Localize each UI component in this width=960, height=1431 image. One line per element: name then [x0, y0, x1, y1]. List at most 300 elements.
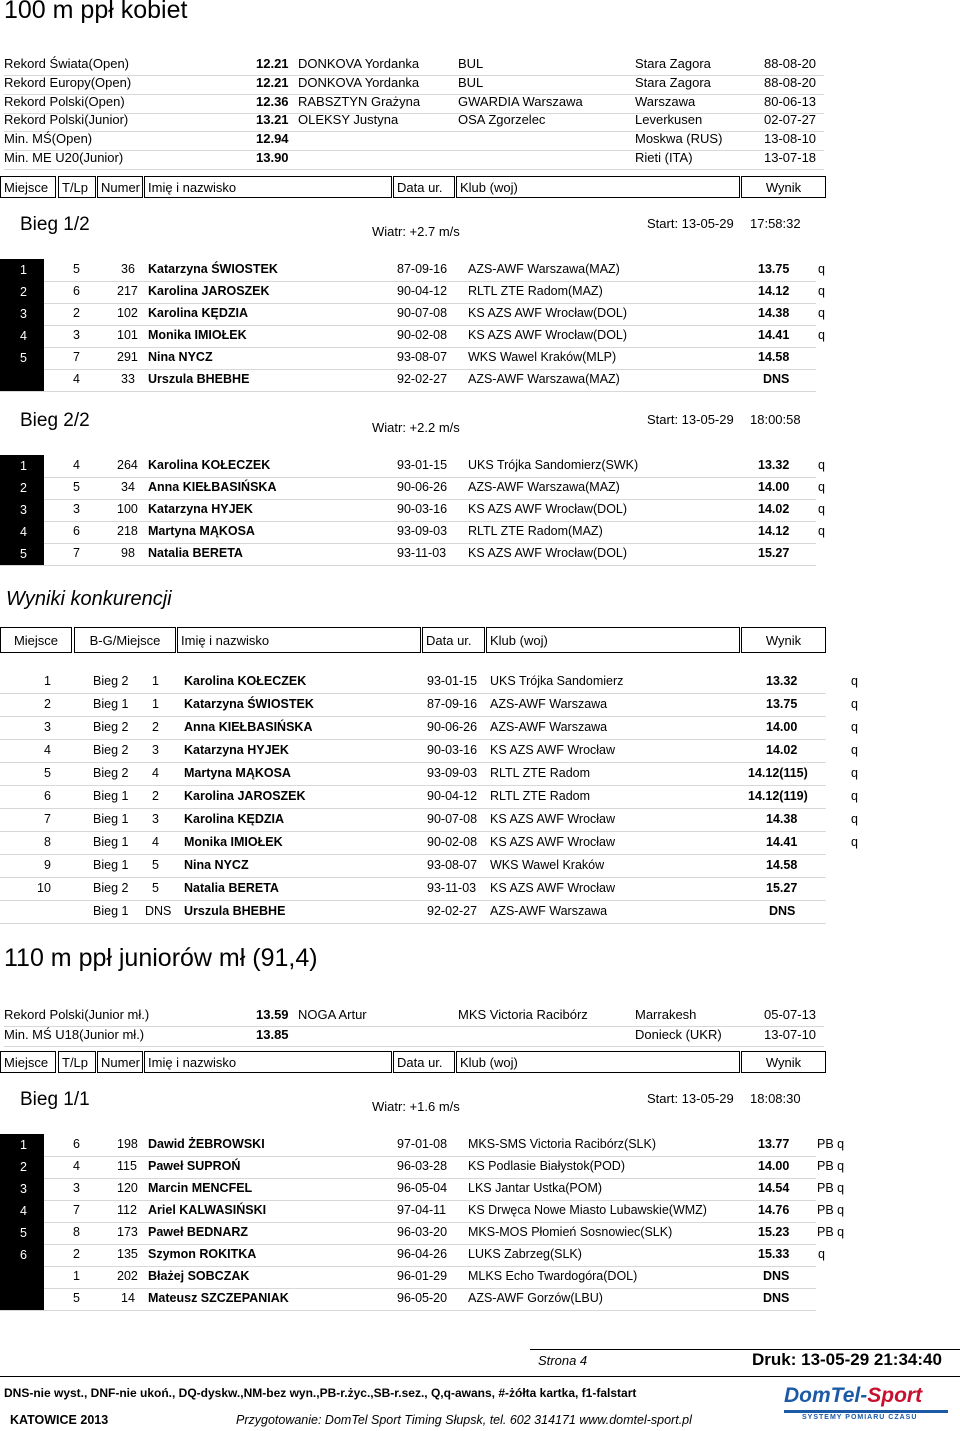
- result-value: 13.77: [758, 1137, 790, 1151]
- result-value: 15.33: [758, 1247, 790, 1261]
- athlete-name: Dawid ŻEBROWSKI: [148, 1137, 265, 1151]
- header-dob: Data ur.: [422, 627, 485, 653]
- logo-sport: Sport: [867, 1384, 923, 1407]
- result-value: 14.12(119): [748, 789, 808, 803]
- ranking-row: [0, 854, 826, 878]
- legend-text: DNS-nie wyst., DNF-nie ukoń., DQ-dyskw.,NM-bez wyn.,PB-r.życ.,SB-r.sez., Q,q-awans, #-żółta kartka, f1-falstart: [4, 1386, 637, 1400]
- qualifier: q: [818, 284, 825, 298]
- qualifier: q: [851, 743, 858, 757]
- place-cell: 6: [0, 1244, 44, 1266]
- heat-label: Bieg 1: [93, 858, 129, 872]
- heat-label: Bieg 2: [93, 881, 129, 895]
- qualifier: q: [851, 674, 858, 688]
- record-holder: NOGA Artur: [298, 1007, 367, 1022]
- club-name: KS AZS AWF Wrocław(DOL): [468, 306, 628, 320]
- record-place: Moskwa (RUS): [635, 131, 723, 147]
- record-row: [4, 94, 824, 114]
- record-date: 80-06-13: [764, 93, 817, 109]
- club-name: UKS Trójka Sandomierz: [490, 674, 624, 688]
- athlete-name: Szymon ROKITKA: [148, 1247, 257, 1261]
- record-club: OSA Zgorzelec: [458, 112, 546, 128]
- result-value: 13.32: [766, 674, 798, 688]
- wind-info: Wiatr: +2.7 m/s: [372, 224, 460, 239]
- club-name: KS Drwęca Nowe Miasto Lubawskie(WMZ): [468, 1203, 707, 1217]
- place-cell: 2: [0, 477, 44, 499]
- qualifier: PB q: [817, 1225, 845, 1239]
- header-club: Klub (woj): [486, 627, 740, 653]
- birth-date: 96-03-20: [397, 1225, 448, 1239]
- result-value: 14.41: [766, 835, 798, 849]
- results-header: [0, 1051, 826, 1077]
- place-cell: 4: [0, 325, 44, 347]
- lane: 1: [73, 1269, 80, 1283]
- record-label: Rekord Polski(Open): [4, 93, 125, 109]
- birth-date: 93-01-15: [427, 674, 478, 688]
- start-date: Start: 13-05-29: [647, 1091, 734, 1106]
- birth-date: 96-03-28: [397, 1159, 448, 1173]
- record-place: Rieti (ITA): [635, 150, 693, 165]
- bib-number: 102: [117, 306, 138, 320]
- qualifier: q: [818, 480, 825, 494]
- birth-date: 97-04-11: [397, 1203, 447, 1217]
- result-row: [0, 1244, 825, 1267]
- record-club: BUL: [458, 74, 484, 90]
- ranking-row: [0, 831, 858, 855]
- record-row: [4, 1007, 824, 1027]
- section-title: Wyniki konkurencji: [6, 588, 172, 610]
- birth-date: 96-04-26: [397, 1247, 448, 1261]
- record-holder: DONKOVA Yordanka: [298, 56, 420, 71]
- result-row: [0, 369, 816, 392]
- result-value: 14.00: [758, 480, 790, 494]
- athlete-name: Katarzyna ŚWIOSTEK: [184, 697, 314, 711]
- place-cell: 4: [0, 521, 44, 543]
- lane: 4: [73, 458, 80, 472]
- athlete-name: Mateusz SZCZEPANIAK: [148, 1291, 289, 1305]
- record-place: Stara Zagora: [635, 56, 711, 71]
- heat-place: 2: [152, 720, 159, 734]
- club-name: KS AZS AWF Wrocław: [490, 812, 616, 826]
- birth-date: 90-06-26: [427, 720, 478, 734]
- bib-number: 198: [117, 1137, 138, 1151]
- club-name: AZS-AWF Warszawa: [490, 904, 608, 918]
- result-value: 15.27: [766, 881, 798, 895]
- bib-number: 101: [117, 328, 138, 342]
- result-value: 14.00: [758, 1159, 790, 1173]
- birth-date: 90-06-26: [397, 480, 448, 494]
- heat-label: Bieg 1: [93, 812, 129, 826]
- qualifier: q: [818, 306, 825, 320]
- record-place: Leverkusen: [635, 112, 703, 128]
- athlete-name: Ariel KALWASIŃSKI: [148, 1203, 267, 1217]
- lane: 8: [73, 1225, 80, 1239]
- heat-label: Bieg 1: [93, 835, 129, 849]
- city-year: KATOWICE 2013: [10, 1413, 109, 1427]
- start-time: 17:58:32: [750, 216, 801, 231]
- header-numer: Numer: [97, 1051, 143, 1073]
- birth-date: 90-07-08: [397, 306, 448, 320]
- rank: 8: [44, 835, 51, 849]
- rank: 4: [44, 743, 51, 757]
- birth-date: 90-02-08: [397, 328, 448, 342]
- page-number: Strona 4: [538, 1353, 588, 1368]
- birth-date: 96-05-04: [397, 1181, 448, 1195]
- birth-date: 90-02-08: [427, 835, 478, 849]
- start-time: 18:08:30: [750, 1091, 801, 1106]
- club-name: MLKS Echo Twardogóra(DOL): [468, 1269, 638, 1283]
- lane: 7: [73, 350, 80, 364]
- bib-number: 112: [117, 1203, 137, 1217]
- club-name: MKS-MOS Płomień Sosnowiec(SLK): [468, 1225, 673, 1239]
- footer-divider: [0, 1376, 960, 1377]
- qualifier: q: [818, 262, 825, 276]
- bib-number: 115: [117, 1159, 137, 1173]
- wind-info: Wiatr: +1.6 m/s: [372, 1099, 460, 1114]
- place-cell: 3: [0, 499, 44, 521]
- athlete-name: Karolina KĘDZIA: [148, 306, 249, 320]
- athlete-name: Karolina KĘDZIA: [184, 812, 285, 826]
- record-date: 13-07-18: [764, 150, 817, 165]
- record-club: GWARDIA Warszawa: [458, 93, 583, 109]
- qualifier: q: [818, 1247, 825, 1261]
- ranking-row: [0, 785, 858, 809]
- athlete-name: Nina NYCZ: [148, 350, 213, 364]
- result-row: [0, 499, 825, 522]
- club-name: AZS-AWF Warszawa(MAZ): [468, 262, 620, 276]
- result-value: 14.41: [758, 328, 790, 342]
- birth-date: 97-01-08: [397, 1137, 448, 1151]
- result-row: [0, 325, 825, 348]
- result-value: 14.58: [766, 858, 798, 872]
- heat-label: Bieg 2: [93, 743, 129, 757]
- rank: 3: [44, 720, 51, 734]
- header-name: Imię i nazwisko: [177, 627, 421, 653]
- heat-place: DNS: [145, 904, 172, 918]
- heat-label: Bieg 2: [93, 766, 129, 780]
- header-result: Wynik: [741, 176, 826, 198]
- result-value: 13.32: [758, 458, 790, 472]
- record-label: Rekord Europy(Open): [4, 74, 132, 90]
- athlete-name: Marcin MENCFEL: [148, 1181, 253, 1195]
- header-heat-place: B-G/Miejsce: [74, 627, 176, 653]
- place-cell: [0, 369, 44, 391]
- heat-label: Bieg 2: [93, 674, 129, 688]
- header-dob: Data ur.: [393, 1051, 455, 1073]
- club-name: KS AZS AWF Wrocław: [490, 835, 616, 849]
- heat-place: 1: [152, 674, 159, 688]
- qualifier: q: [818, 458, 825, 472]
- qualifier: q: [851, 789, 858, 803]
- result-row: [0, 1156, 845, 1179]
- club-name: MKS-SMS Victoria Racibórz(SLK): [468, 1137, 657, 1151]
- result-value: 14.12: [758, 284, 790, 298]
- club-name: KS AZS AWF Wrocław: [490, 743, 616, 757]
- rank: 1: [44, 674, 51, 688]
- result-row: [0, 1200, 845, 1223]
- qualifier: q: [851, 766, 858, 780]
- bib-number: 202: [117, 1269, 138, 1283]
- bib-number: 98: [121, 546, 135, 560]
- record-result: 12.94: [256, 131, 289, 147]
- birth-date: 90-07-08: [427, 812, 478, 826]
- lane: 4: [73, 1159, 80, 1173]
- heat-title: Bieg 1/1: [20, 1089, 90, 1110]
- athlete-name: Anna KIEŁBASIŃSKA: [148, 480, 277, 494]
- qualifier: PB q: [817, 1181, 845, 1195]
- heat-title: Bieg 2/2: [20, 410, 90, 431]
- record-row: [4, 112, 824, 132]
- ranking-row: [0, 739, 858, 763]
- heat-label: Bieg 1: [93, 697, 129, 711]
- rank: 2: [44, 697, 51, 711]
- result-row: [0, 521, 825, 544]
- birth-date: 92-02-27: [427, 904, 478, 918]
- athlete-name: Karolina KOŁECZEK: [148, 458, 271, 472]
- record-holder: RABSZTYN Grażyna: [298, 93, 421, 109]
- result-value: 14.02: [766, 743, 798, 757]
- athlete-name: Monika IMIOŁEK: [148, 328, 247, 342]
- record-result: 13.21: [256, 112, 289, 128]
- club-name: AZS-AWF Warszawa(MAZ): [468, 372, 620, 386]
- result-row: [0, 455, 825, 478]
- result-value: 15.27: [758, 546, 790, 560]
- header-result: Wynik: [741, 627, 826, 653]
- place-cell: 5: [0, 543, 44, 565]
- start-date: Start: 13-05-29: [647, 216, 734, 231]
- record-date: 13-07-10: [764, 1026, 817, 1042]
- lane: 2: [73, 306, 80, 320]
- qualifier: q: [851, 835, 858, 849]
- rank: 9: [44, 858, 51, 872]
- rank: 10: [37, 881, 51, 895]
- event-title: 100 m ppł kobiet: [4, 0, 188, 24]
- result-value: DNS: [763, 372, 790, 386]
- result-row: [0, 281, 825, 304]
- club-name: RLTL ZTE Radom(MAZ): [468, 284, 603, 298]
- header-miejsce: Miejsce: [0, 627, 72, 653]
- place-cell: 5: [0, 1222, 44, 1244]
- birth-date: 90-04-12: [427, 789, 478, 803]
- bib-number: 36: [121, 262, 135, 276]
- bib-number: 135: [117, 1247, 138, 1261]
- logo-main: DomTel-: [784, 1384, 868, 1407]
- record-result: 12.21: [256, 56, 289, 71]
- birth-date: 93-11-03: [397, 546, 447, 560]
- lane: 5: [73, 480, 80, 494]
- header-dob: Data ur.: [393, 176, 455, 198]
- result-value: 15.23: [758, 1225, 790, 1239]
- result-row: [0, 1134, 845, 1157]
- result-row: [0, 477, 825, 500]
- lane: 6: [73, 284, 80, 298]
- athlete-name: Martyna MĄKOSA: [184, 766, 291, 780]
- header-miejsce: Miejsce: [0, 176, 56, 198]
- athlete-name: Błażej SOBCZAK: [148, 1269, 250, 1283]
- place-cell: 5: [0, 347, 44, 369]
- heat-place: 3: [152, 743, 159, 757]
- athlete-name: Martyna MĄKOSA: [148, 524, 255, 538]
- print-timestamp: Druk: 13-05-29 21:34:40: [752, 1350, 942, 1369]
- bib-number: 14: [121, 1291, 135, 1305]
- results-header: [0, 176, 826, 202]
- record-label: Min. ME U20(Junior): [4, 150, 124, 165]
- club-name: RLTL ZTE Radom(MAZ): [468, 524, 603, 538]
- athlete-name: Natalia BERETA: [148, 546, 243, 560]
- birth-date: 96-05-20: [397, 1291, 448, 1305]
- ranking-row: [0, 693, 858, 717]
- lane: 6: [73, 524, 80, 538]
- birth-date: 93-01-15: [397, 458, 448, 472]
- heat-place: 4: [152, 835, 159, 849]
- birth-date: 87-09-16: [397, 262, 448, 276]
- club-name: WKS Wawel Kraków: [490, 858, 605, 872]
- competition-header: [0, 627, 826, 654]
- birth-date: 96-01-29: [397, 1269, 448, 1283]
- result-value: 14.00: [766, 720, 798, 734]
- result-value: DNS: [769, 904, 796, 918]
- header-result: Wynik: [741, 1051, 826, 1073]
- result-row: [0, 303, 825, 326]
- result-value: 14.38: [758, 306, 790, 320]
- lane: 5: [73, 1291, 80, 1305]
- header-club: Klub (woj): [456, 1051, 740, 1073]
- header-name: Imię i nazwisko: [144, 1051, 392, 1073]
- heat-place: 4: [152, 766, 159, 780]
- header-club: Klub (woj): [456, 176, 740, 198]
- wind-info: Wiatr: +2.2 m/s: [372, 420, 460, 435]
- record-label: Min. MŚ U18(Junior mł.): [4, 1026, 145, 1042]
- club-name: AZS-AWF Gorzów(LBU): [468, 1291, 603, 1305]
- birth-date: 90-04-12: [397, 284, 448, 298]
- result-row: [0, 259, 825, 282]
- qualifier: PB q: [817, 1159, 845, 1173]
- result-value: 14.12: [758, 524, 790, 538]
- club-name: KS AZS AWF Wrocław(DOL): [468, 502, 628, 516]
- qualifier: q: [851, 697, 858, 711]
- result-row: [0, 1266, 816, 1289]
- athlete-name: Urszula BHEBHE: [184, 904, 286, 918]
- result-value: 14.38: [766, 812, 798, 826]
- birth-date: 93-09-03: [427, 766, 478, 780]
- athlete-name: Karolina KOŁECZEK: [184, 674, 307, 688]
- record-date: 88-08-20: [764, 74, 817, 90]
- place-cell: 3: [0, 1178, 44, 1200]
- qualifier: PB q: [817, 1203, 845, 1217]
- athlete-name: Katarzyna HYJEK: [184, 743, 289, 757]
- club-name: LKS Jantar Ustka(POM): [468, 1181, 603, 1195]
- rank: 5: [44, 766, 51, 780]
- place-cell: 2: [0, 281, 44, 303]
- ranking-row: [0, 808, 858, 832]
- record-label: Rekord Świata(Open): [4, 56, 129, 71]
- heat-place: 1: [152, 697, 159, 711]
- bib-number: 217: [117, 284, 138, 298]
- bib-number: 34: [121, 480, 135, 494]
- prepared-by: Przygotowanie: DomTel Sport Timing Słupsk, tel. 602 314171 www.domtel-sport.pl: [236, 1413, 692, 1427]
- record-row: [4, 131, 824, 151]
- place-cell: [0, 1288, 44, 1310]
- record-label: Min. MŚ(Open): [4, 131, 93, 147]
- birth-date: 90-03-16: [427, 743, 478, 757]
- club-name: KS AZS AWF Wrocław(DOL): [468, 546, 628, 560]
- place-cell: 3: [0, 303, 44, 325]
- qualifier: q: [818, 502, 825, 516]
- result-row: [0, 1288, 816, 1311]
- club-name: AZS-AWF Warszawa: [490, 720, 608, 734]
- club-name: RLTL ZTE Radom: [490, 766, 591, 780]
- birth-date: 93-09-03: [397, 524, 448, 538]
- record-row: [4, 75, 824, 95]
- result-value: 14.02: [758, 502, 790, 516]
- qualifier: q: [851, 720, 858, 734]
- bib-number: 173: [117, 1225, 138, 1239]
- birth-date: 93-08-07: [397, 350, 448, 364]
- qualifier: q: [818, 328, 825, 342]
- qualifier: q: [851, 812, 858, 826]
- lane: 3: [73, 1181, 80, 1195]
- heat-place: 5: [152, 858, 159, 872]
- place-cell: 1: [0, 455, 44, 477]
- ranking-row: [0, 716, 858, 740]
- place-cell: 1: [0, 259, 44, 281]
- header-tlp: T/Lp: [58, 176, 96, 198]
- record-result: 13.85: [256, 1026, 289, 1042]
- ranking-row: [0, 900, 826, 924]
- club-name: LUKS Zabrzeg(SLK): [468, 1247, 582, 1261]
- club-name: KS Podlasie Białystok(POD): [468, 1159, 626, 1173]
- logo-swoosh-icon: [784, 1410, 948, 1413]
- result-value: 13.75: [758, 262, 790, 276]
- logo-subtitle: SYSTEMY POMIARU CZASU: [802, 1414, 918, 1421]
- result-value: 14.12(115): [748, 766, 808, 780]
- record-holder: DONKOVA Yordanka: [298, 74, 420, 90]
- athlete-name: Karolina JAROSZEK: [148, 284, 270, 298]
- record-holder: OLEKSY Justyna: [298, 112, 399, 128]
- ranking-row: [0, 762, 858, 786]
- athlete-name: Urszula BHEBHE: [148, 372, 250, 386]
- result-value: DNS: [763, 1269, 790, 1283]
- lane: 3: [73, 502, 80, 516]
- record-result: 12.36: [256, 93, 289, 109]
- bib-number: 120: [117, 1181, 138, 1195]
- start-time: 18:00:58: [750, 412, 801, 427]
- record-result: 13.59: [256, 1007, 289, 1022]
- club-name: AZS-AWF Warszawa(MAZ): [468, 480, 620, 494]
- header-name: Imię i nazwisko: [144, 176, 392, 198]
- heat-label: Bieg 1: [93, 904, 129, 918]
- result-row: [0, 1178, 845, 1201]
- result-row: [0, 347, 816, 370]
- birth-date: 93-11-03: [427, 881, 477, 895]
- result-row: [0, 1222, 845, 1245]
- lane: 6: [73, 1137, 80, 1151]
- heat-place: 2: [152, 789, 159, 803]
- heat-label: Bieg 2: [93, 720, 129, 734]
- result-value: DNS: [763, 1291, 790, 1305]
- club-name: UKS Trójka Sandomierz(SWK): [468, 458, 639, 472]
- result-value: 14.76: [758, 1203, 790, 1217]
- result-value: 14.54: [758, 1181, 790, 1195]
- athlete-name: Katarzyna ŚWIOSTEK: [148, 262, 278, 276]
- record-row: [4, 150, 824, 170]
- lane: 2: [73, 1247, 80, 1261]
- rank: 6: [44, 789, 51, 803]
- club-name: RLTL ZTE Radom: [490, 789, 591, 803]
- birth-date: 92-02-27: [397, 372, 448, 386]
- record-date: 05-07-13: [764, 1007, 817, 1022]
- header-tlp: T/Lp: [58, 1051, 96, 1073]
- bib-number: 291: [117, 350, 138, 364]
